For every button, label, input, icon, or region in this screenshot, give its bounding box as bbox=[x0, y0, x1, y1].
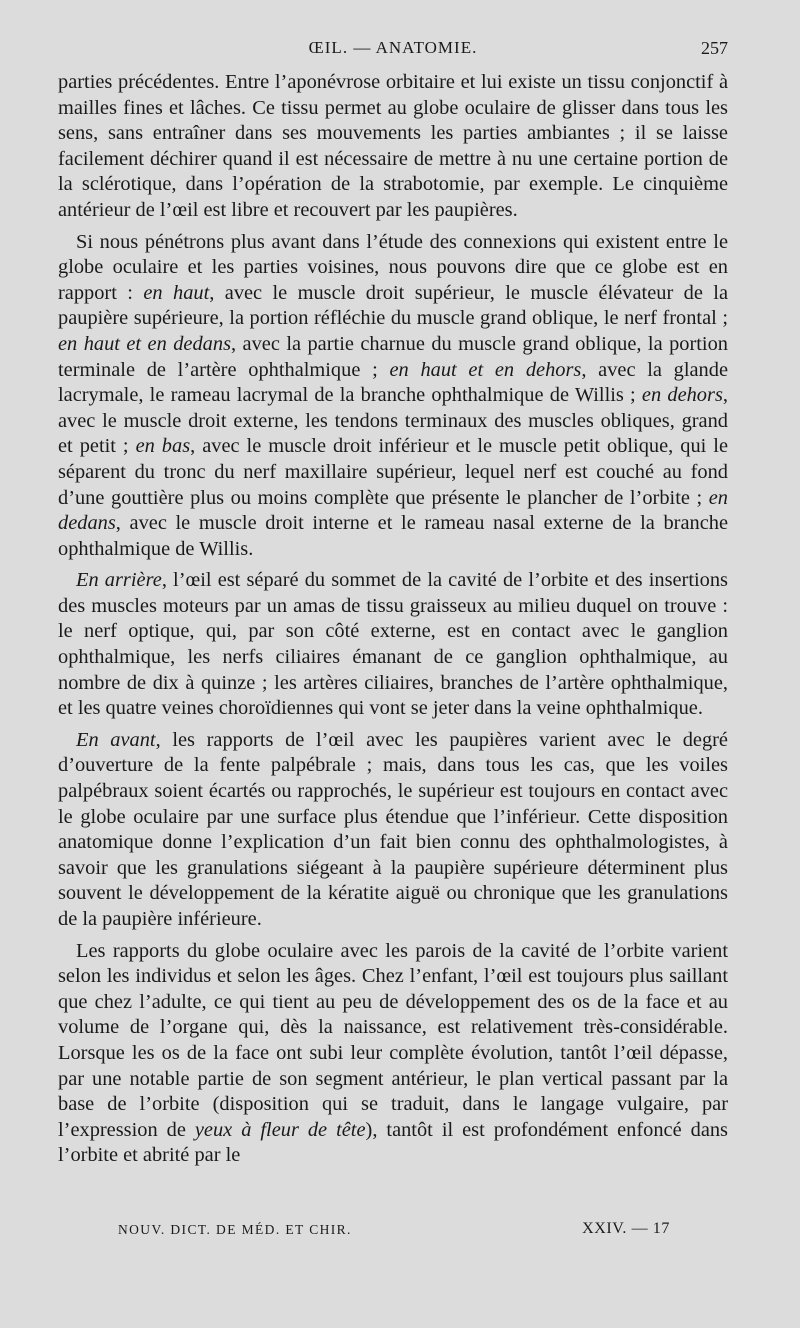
running-title: ŒIL. — ANATOMIE. bbox=[308, 38, 478, 57]
running-header bbox=[58, 38, 728, 64]
italic-phrase: yeux à fleur de tête bbox=[194, 1118, 366, 1141]
text-run: , l’œil est séparé du sommet de la cavité de l’orbite et des insertions des muscles moteurs par un amas de tissu graisseux au milieu duquel on trouve : le nerf optique, qui, par son côté externe, est en contact avec le ganglion ophthalmique, les nerfs ciliaires émanant de ce ganglion ophthalmique, au nombre de dix à quinze ; les artères ciliaires, branches de l’artère ophthalmique, et les quatre veines choroïdiennes qui vont se jeter dans la veine ophthalmique. bbox=[58, 569, 728, 720]
italic-phrase: en dedans bbox=[58, 486, 728, 535]
volume-sheet-number: XXIV. — 17 bbox=[582, 1220, 670, 1237]
italic-phrase: en haut et en dehors bbox=[389, 358, 582, 381]
text-run: Les rapports du globe oculaire avec les parois de la cavité de l’orbite varient selon les individus et selon les âges. Chez l’enfant, l’œil est toujours plus saillant que chez l’adulte, ce qui tient au peu de développement des os de la face et au volume de l’organe qui, dès la naissance, est relativement très-considérable. Lorsque les os de la face ont subi leur complète évolution, tantôt l’œil dépasse, par une notable partie de son segment antérieur, le plan vertical passant par la base de l’orbite (disposition qui se traduit, dans le langage vulgaire, par l’expression de bbox=[58, 939, 728, 1141]
text-run: , les rapports de l’œil avec les paupières varient avec le degré d’ouverture de la fente palpébrale ; mais, dans tous les cas, que les voiles palpébraux soient écartés ou rapprochés, le supérieur est toujours en contact avec le globe oculaire par une surface plus étendue que l’inférieur. Cette disposition anatomique donne l’explication d’un fait bien connu des ophthalmologistes, à savoir que les granulations siégeant à la paupière supérieure déterminent plus souvent le développement de la kératite aiguë ou chronique que les granulations de la paupière inférieure. bbox=[58, 728, 728, 930]
paragraph bbox=[58, 70, 728, 224]
paragraph bbox=[58, 568, 728, 722]
publication-title: NOUV. DICT. DE MÉD. ET CHIR. bbox=[118, 1222, 352, 1237]
text-run: , avec le muscle droit supérieur, le muscle élévateur de la paupière supérieure, la portion réfléchie du muscle grand oblique, le nerf frontal ; bbox=[58, 281, 728, 330]
text-run: Si nous pénétrons plus avant dans l’étude des connexions qui existent entre le globe oculaire et les parties voisines, nous pouvons dire que ce globe est en rapport : bbox=[58, 230, 728, 304]
text-run: , avec le muscle droit interne et le rameau nasal externe de la branche ophthalmique de Willis. bbox=[58, 512, 728, 560]
paragraph bbox=[58, 939, 728, 1169]
text-run: , avec le muscle droit inférieur et le muscle petit oblique, qui le séparent du tronc du nerf maxillaire supérieur, lequel nerf est couché au fond d’une gouttière plus ou moins complète que présente le plancher de l’orbite ; bbox=[58, 435, 728, 509]
body-text bbox=[58, 70, 728, 1175]
text-run: , avec la partie charnue du muscle grand oblique, la portion terminale de l’artère ophthalmique ; bbox=[58, 332, 728, 381]
paragraph bbox=[58, 230, 728, 563]
paragraph bbox=[58, 728, 728, 933]
italic-phrase: En avant bbox=[76, 728, 156, 751]
text-run: , avec la glande lacrymale, le rameau lacrymal de la branche ophthalmique de Willis ; bbox=[58, 358, 728, 407]
italic-phrase: en haut et en dedans bbox=[58, 332, 231, 355]
italic-phrase: en haut bbox=[143, 281, 210, 304]
text-run: ), tantôt il est profondément enfoncé dans l’orbite et abrité par le bbox=[58, 1118, 728, 1167]
text-run: parties précédentes. Entre l’aponévrose orbitaire et lui existe un tissu conjonctif à mailles fines et lâches. Ce tissu permet au globe oculaire de glisser dans tous les sens, sans entraîner dans ses mouvements les parties ambiantes ; il se laisse facilement déchirer quand il est nécessaire de mettre à nu une certaine portion de la sclérotique, dans l’opération de la strabotomie, par exemple. Le cinquième antérieur de l’œil est libre et recouvert par les paupières. bbox=[58, 71, 728, 221]
italic-phrase: en bas bbox=[135, 435, 191, 458]
page-number: 257 bbox=[701, 38, 728, 58]
text-run: , avec le muscle droit externe, les tendons terminaux des muscles obliques, grand et petit ; bbox=[58, 384, 728, 458]
italic-phrase: en dehors bbox=[641, 384, 723, 407]
italic-phrase: En arrière bbox=[76, 569, 162, 592]
page-footer bbox=[118, 1222, 670, 1244]
